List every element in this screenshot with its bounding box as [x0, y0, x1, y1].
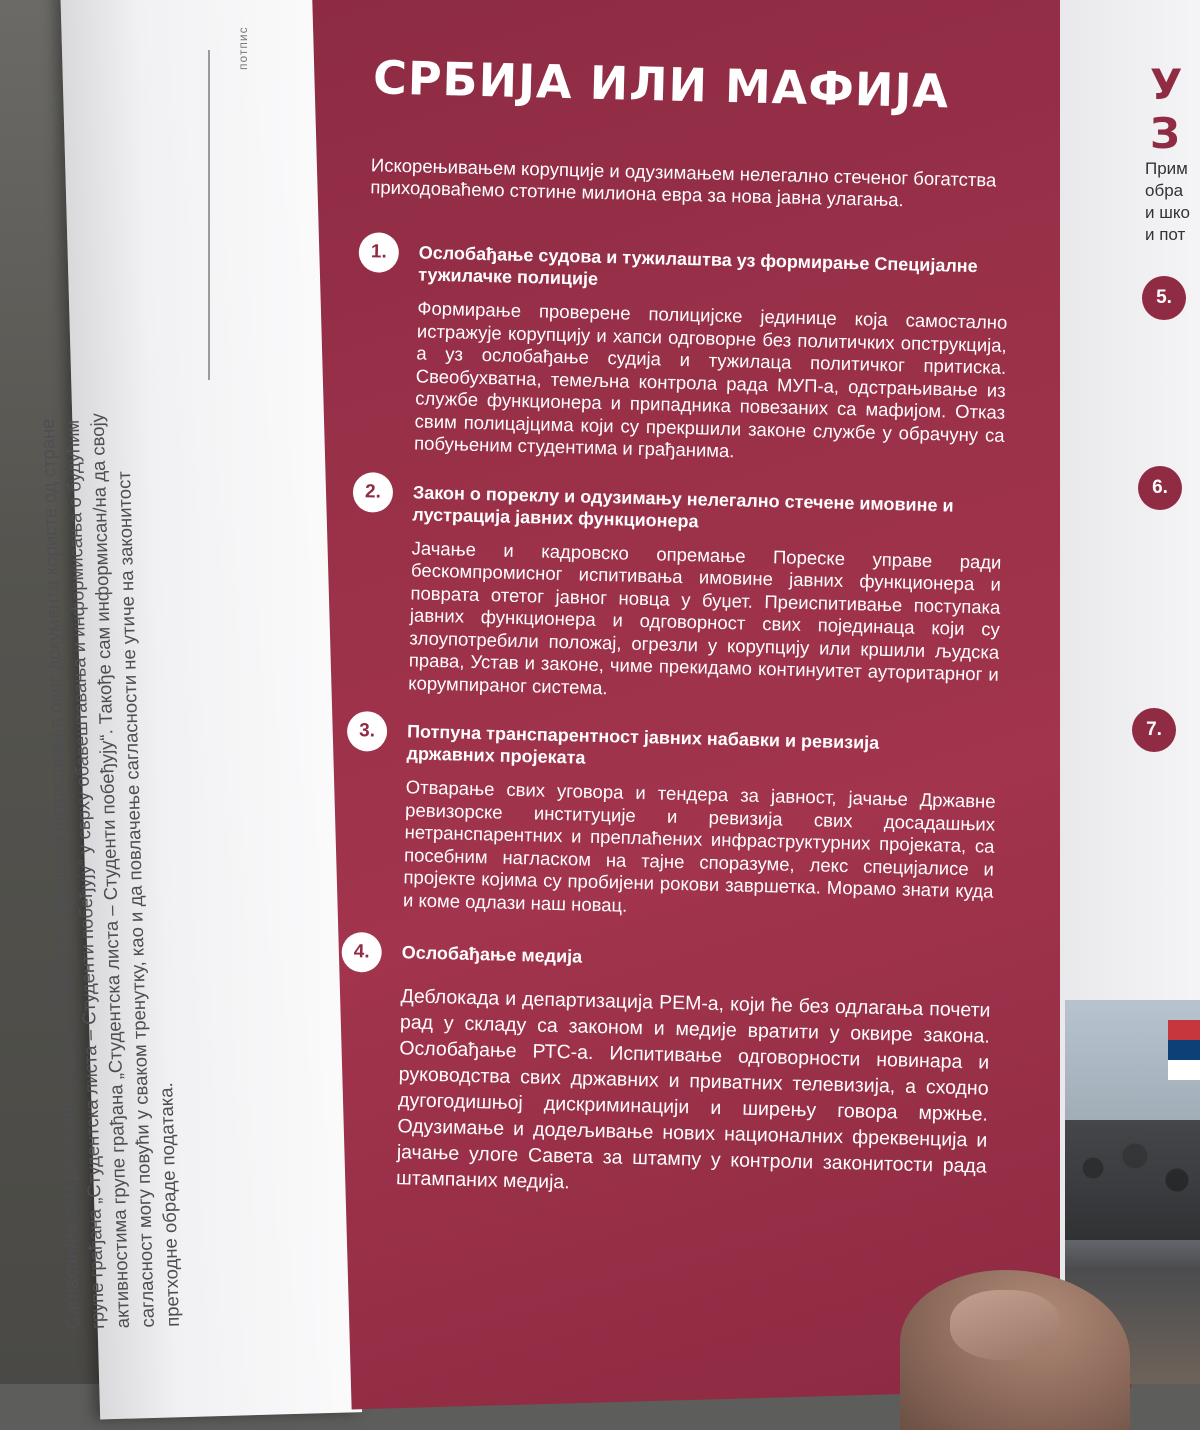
main-content	[334, 40, 1042, 1206]
item-title: Ослобађање медија	[401, 942, 583, 967]
right-text-line: и шко	[1145, 203, 1190, 222]
item-body: Јачање и кадровско опремање Пореске управе ради бескомпромисног испитивања имовине јавних функционера и поврата отетог јавног новца у буџет. Преиспитивање поступака јавних функционера и одговорност свих појединаца који су злоупотребили положај, огрезли у корупцију или кршили људска права, Устав и законе, чиме прекидамо континуитет ауторитарног и корумпираног система.	[408, 536, 1002, 698]
item-body: Деблокада и департизација РЕМ-а, који ће без одлагања почети рад у складу са законом и медије вратити у оквире закона. Ослобађање РТС-а. Испитивање одговорности новинара и руководства свих државних и приватних телевизија, а сходно дугогодишњој дискриминацији и ширењу говора мржње. Одузимање и додељивање нових националних фреквенција и јачање улоге Савета за штампу у контроли законитости рада штампаних медија.	[395, 985, 991, 1194]
item-title: Ослобађање судова и тужилаштва уз формирање Специјалне тужилачке полиције	[418, 242, 978, 289]
list-item	[341, 719, 1025, 927]
right-text-line: Прим	[1145, 159, 1188, 178]
item-title: Потпуна транспарентност јавних набавки и ревизија државних пројеката	[406, 721, 880, 768]
item-number-badge: 4.	[341, 932, 382, 973]
right-panel-title: У З	[1150, 60, 1183, 158]
item-title: Закон о пореклу и одузимању нелегално стечене имовине и лустрација јавних функционера	[412, 481, 954, 531]
list-item	[334, 940, 1020, 1207]
serbian-flag-icon	[1168, 1020, 1200, 1080]
signature-label: потпис	[236, 26, 250, 70]
thumbnail-nail	[950, 1290, 1060, 1360]
consent-text: Сагласан/на сам да се моји подаци остављени приликом потписивања овог документа користе од стране групе грађана „Студентска листа – Студенти побеђују“ у сврху обавештавања и информисања о будућим активностима групе грађана „Студентска листа – Студенти побеђују“. Такође сам информисан/на да своју сагласност могу повући у сваком тренутку, као и да повлачење сагласности не утиче на законитост претходне обраде података.	[36, 412, 183, 1330]
list-item	[346, 479, 1031, 709]
item-number-badge: 2.	[352, 471, 393, 512]
item-number-badge: 6.	[1138, 466, 1182, 510]
right-text-line: обра	[1145, 181, 1184, 200]
item-number-badge: 3.	[347, 711, 388, 752]
item-body: Отварање свих уговора и тендера за јавност, јачање Државне ревизорске институције и ревизија свих досадашњих нетранспарентних и преплаћених инфраструктурних пројеката, са посебним нагласком на тајне споразуме, лекс специјалисе и пројекте којима су пробијени рокови завршетка. Морамо знати куда и коме одлази наш новац.	[402, 776, 996, 916]
right-panel-text	[1145, 158, 1190, 246]
right-text-line: и пот	[1145, 225, 1186, 244]
item-number-badge: 1.	[358, 232, 399, 273]
signature-line	[208, 50, 210, 380]
list-item	[352, 240, 1037, 470]
item-body: Формирање проверене полицијске јединице која самостално истражује корупцију и хапси одговорне без политичких опструкција, а уз ослобађање судија и тужилаца политичког притиска. Свеобухватна, темељна контрола рада МУП-а, одстрањивање из службе функционера и припадника повезаних са мафијом. Отказ свим полицајцима који су прекршили законе службе у обрачуну са побуњеним студентима и грађанима.	[413, 297, 1008, 462]
page-title: СРБИЈА ИЛИ МАФИЈА	[372, 50, 950, 119]
item-number-badge: 7.	[1132, 708, 1176, 752]
crowd-image	[1065, 1120, 1200, 1240]
intro-paragraph: Искорењивањем корупције и одузимањем нелегално стеченог богатства приходоваћемо стотине милиона евра за нова јавна улагања.	[370, 154, 997, 211]
item-number-badge: 5.	[1142, 276, 1186, 320]
